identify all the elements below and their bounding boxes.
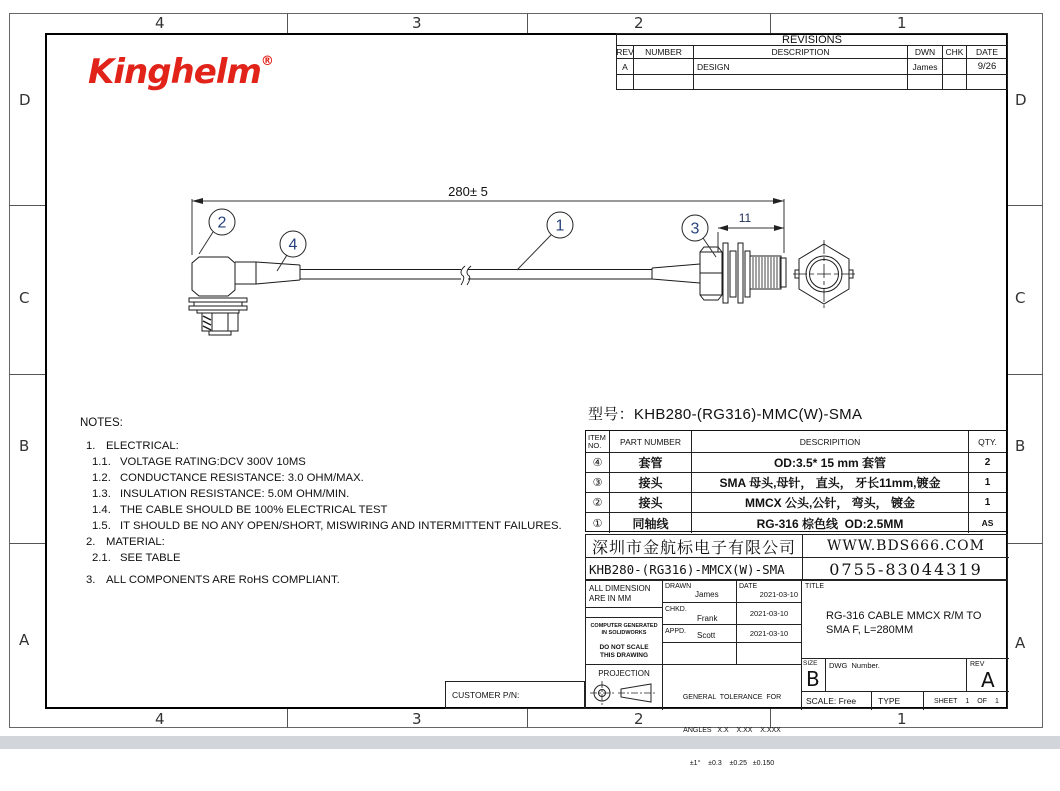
note-item xyxy=(74,534,594,550)
parts-row-part: 同轴线 xyxy=(610,513,692,533)
model-number-line xyxy=(588,403,862,424)
title-line1: RG-316 CABLE MMCX R/M TO xyxy=(826,610,982,622)
zone-label-left-b: B xyxy=(19,437,30,455)
zone-label-bottom-3: 3 xyxy=(412,710,422,728)
mmcx-connector-drawing xyxy=(189,257,300,335)
parts-row-desc: RG-316 棕色线 OD:2.5MM xyxy=(692,513,969,533)
balloon-3 xyxy=(682,215,716,257)
parts-row-desc: OD:3.5* 15 mm 套管 xyxy=(692,453,969,473)
parts-header-item xyxy=(586,431,610,453)
approved-date: 2021-03-10 xyxy=(749,629,789,638)
approved-cell xyxy=(663,625,737,643)
zone-label-top-3: 3 xyxy=(412,14,422,32)
thread-length-dim-text: 11 xyxy=(738,211,752,225)
balloon-2 xyxy=(199,209,235,254)
dimension-units-note-line1: ALL DIMENSION xyxy=(589,584,651,593)
notes-title: NOTES: xyxy=(80,417,123,429)
note-number: 3. xyxy=(86,574,96,586)
drawn-name: James xyxy=(695,590,719,599)
parts-row-part: 接头 xyxy=(610,493,692,513)
balloon-2-number: 2 xyxy=(217,214,227,232)
approved-name: Scott xyxy=(697,631,716,640)
company-website: WWW.BDS666.COM xyxy=(803,535,1009,558)
note-item xyxy=(74,518,594,534)
balloon-1 xyxy=(517,212,573,270)
scale-cell xyxy=(802,692,872,710)
company-part-number: KHB280-(RG316)-MMCX(W)-SMA xyxy=(586,558,803,581)
note-item xyxy=(74,486,594,502)
checked-date: 2021-03-10 xyxy=(749,609,789,618)
note-text: MATERIAL: xyxy=(106,536,165,548)
empty-cell xyxy=(586,608,663,618)
tolerance-line2: ANGLES X.X X.XX X.XXX xyxy=(683,727,781,734)
note-item xyxy=(74,550,594,566)
zone-label-right-c: C xyxy=(1015,289,1026,307)
title-label: TITLE xyxy=(805,583,825,590)
parts-row-desc: MMCX 公头,公针， 弯头， 镀金 xyxy=(692,493,969,513)
window-bottom-strip xyxy=(0,736,1060,749)
checked-label: CHKD. xyxy=(665,606,687,613)
projection-label: PROJECTION xyxy=(598,669,650,678)
company-block xyxy=(585,534,1008,580)
revisions-header-description: DESCRIPTION xyxy=(694,46,908,59)
parts-row-part: 套管 xyxy=(610,453,692,473)
revision-row-dwn: James xyxy=(908,59,943,75)
rev-value: A xyxy=(981,668,995,692)
cad-note-line2: IN SOLIDWORKS xyxy=(601,630,647,636)
note-item xyxy=(74,572,594,588)
sma-connector-drawing xyxy=(652,243,786,303)
type-cell xyxy=(872,692,924,710)
zone-label-bottom-4: 4 xyxy=(155,710,165,728)
parts-row-part: 接头 xyxy=(610,473,692,493)
parts-row-item: ① xyxy=(586,513,610,533)
note-number: 1.4. xyxy=(92,504,111,516)
parts-row-qty: 2 xyxy=(969,453,1006,473)
title-line2: SMA F, L=280MM xyxy=(826,624,914,636)
revision-row-rev: A xyxy=(617,59,634,75)
zone-label-right-d: D xyxy=(1015,91,1027,109)
parts-row-qty: 1 xyxy=(969,473,1006,493)
parts-row-item: ③ xyxy=(586,473,610,493)
model-value: KHB280-(RG316)-MMC(W)-SMA xyxy=(633,406,863,423)
revisions-title: REVISIONS xyxy=(617,34,1007,46)
balloon-3-number: 3 xyxy=(690,220,700,238)
kinghelm-logo-text: Kinghelm xyxy=(88,52,261,92)
general-tolerance-cell xyxy=(663,665,802,767)
parts-header-item-line2: NO. xyxy=(588,440,602,450)
sheet-number: 1 xyxy=(965,697,970,705)
dwg-number-label: DWG Number. xyxy=(829,661,880,670)
drawn-date-cell xyxy=(737,581,802,603)
note-text: CONDUCTANCE RESISTANCE: 3.0 OHM/MAX. xyxy=(120,472,364,484)
title-cell xyxy=(802,581,1009,659)
note-text: THE CABLE SHOULD BE 100% ELECTRICAL TEST xyxy=(120,504,388,516)
note-number: 1.2. xyxy=(92,472,111,484)
date-label: DATE xyxy=(739,583,758,590)
parts-row-desc: SMA 母头,母针， 直头， 牙长11mm,镀金 xyxy=(692,473,969,493)
parts-header-item-line1: ITEM xyxy=(588,432,606,442)
dimension-units-note-line2: ARE IN MM xyxy=(589,594,632,603)
zone-label-top-1: 1 xyxy=(897,14,907,32)
dwg-number-cell xyxy=(826,659,967,692)
drawn-cell xyxy=(663,581,737,603)
revisions-header-dwn: DWN xyxy=(908,46,943,59)
size-label: SIZE xyxy=(803,660,818,667)
company-name: 深圳市金航标电子有限公司 xyxy=(586,535,803,558)
no-scale-note-line1: DO NOT SCALE xyxy=(599,644,649,651)
note-number: 1.5. xyxy=(92,520,111,532)
note-number: 1.3. xyxy=(92,488,111,500)
revisions-header-date: DATE xyxy=(967,46,1007,59)
note-item xyxy=(74,454,594,470)
revisions-header-number: NUMBER xyxy=(634,46,694,59)
sheet-of-label: OF xyxy=(977,697,988,705)
sheet-label: SHEET xyxy=(934,697,958,705)
registered-trademark: ® xyxy=(260,54,273,69)
coax-cable-drawing xyxy=(300,266,652,285)
approved-label: APPD. xyxy=(665,628,687,635)
tolerance-line1: GENERAL TOLERANCE FOR xyxy=(682,694,782,701)
balloon-4-number: 4 xyxy=(288,236,298,254)
parts-row-item: ④ xyxy=(586,453,610,473)
empty-cell xyxy=(663,643,737,665)
note-text: VOLTAGE RATING:DCV 300V 10MS xyxy=(120,456,306,468)
zone-label-right-a: A xyxy=(1015,634,1026,652)
company-phone: 0755-83044319 xyxy=(829,560,983,579)
model-label: 型号： xyxy=(588,406,634,423)
parts-table xyxy=(585,430,1008,532)
cad-generated-note xyxy=(586,618,663,665)
note-number: 2. xyxy=(86,536,96,548)
revision-row-date: 9/26 xyxy=(967,59,1007,75)
third-angle-projection-icon xyxy=(589,679,659,707)
parts-header-description: DESCRIPITION xyxy=(692,431,969,453)
parts-row-qty: 1 xyxy=(969,493,1006,513)
rev-cell xyxy=(967,659,1009,692)
note-text: ALL COMPONENTS ARE RoHS COMPLIANT. xyxy=(106,574,340,586)
balloon-1-number: 1 xyxy=(555,217,565,235)
note-number: 1.1. xyxy=(92,456,111,468)
note-text: ELECTRICAL: xyxy=(106,440,179,452)
note-text: INSULATION RESISTANCE: 5.0M OHM/MIN. xyxy=(120,488,350,500)
zone-label-top-4: 4 xyxy=(155,14,165,32)
zone-label-right-b: B xyxy=(1015,437,1026,455)
balloon-4 xyxy=(277,231,306,271)
note-number: 2.1. xyxy=(92,552,111,564)
sma-end-view-drawing xyxy=(793,240,855,308)
zone-label-left-c: C xyxy=(19,289,30,307)
revisions-header-chk: CHK xyxy=(943,46,967,59)
checked-name: Frank xyxy=(697,614,718,623)
sheet-total: 1 xyxy=(995,697,999,705)
notes-section xyxy=(74,417,594,588)
zone-label-bottom-1: 1 xyxy=(897,710,907,728)
zone-label-top-2: 2 xyxy=(634,14,644,32)
note-number: 1. xyxy=(86,440,96,452)
scale-value: SCALE: Free xyxy=(806,696,857,706)
zone-label-left-a: A xyxy=(19,631,30,649)
sheet-cell xyxy=(924,692,1009,710)
type-label: TYPE xyxy=(878,696,901,706)
drawn-label: DRAWN xyxy=(665,583,692,590)
size-cell xyxy=(802,659,826,692)
note-item xyxy=(74,502,594,518)
note-item xyxy=(74,438,594,454)
projection-cell xyxy=(586,665,663,710)
parts-header-qty: QTY. xyxy=(969,431,1006,453)
approved-date-cell xyxy=(737,625,802,643)
checked-cell xyxy=(663,603,737,625)
empty-cell xyxy=(737,643,802,665)
note-text: SEE TABLE xyxy=(120,552,181,564)
cad-note-line1: COMPUTER GENERATED xyxy=(590,623,658,629)
rev-label: REV xyxy=(970,661,985,668)
note-text: IT SHOULD BE NO ANY OPEN/SHORT, MISWIRING AND INTERMITTENT FAILURES. xyxy=(120,520,562,532)
customer-pn-label: CUSTOMER P/N: xyxy=(452,690,520,700)
dimension-units-note xyxy=(586,581,663,608)
title-block xyxy=(585,580,1008,767)
no-scale-note-line2: THIS DRAWING xyxy=(599,652,649,659)
dimension-overall-length xyxy=(192,184,784,255)
revision-row-description: DESIGN xyxy=(694,59,908,75)
customer-pn-box xyxy=(445,681,585,709)
tolerance-line3: ±1° ±0.3 ±0.25 ±0.150 xyxy=(689,760,775,767)
drawn-date: 2021-03-10 xyxy=(759,590,798,599)
parts-header-part-number: PART NUMBER xyxy=(610,431,692,453)
parts-row-item: ② xyxy=(586,493,610,513)
zone-label-bottom-2: 2 xyxy=(634,710,644,728)
checked-date-cell xyxy=(737,603,802,625)
zone-label-left-d: D xyxy=(19,91,31,109)
parts-row-qty: AS xyxy=(981,518,994,528)
note-item xyxy=(74,470,594,486)
size-value: B xyxy=(806,667,820,691)
overall-length-dim-text: 280± 5 xyxy=(448,184,488,199)
revisions-header-rev: REV xyxy=(616,47,634,57)
